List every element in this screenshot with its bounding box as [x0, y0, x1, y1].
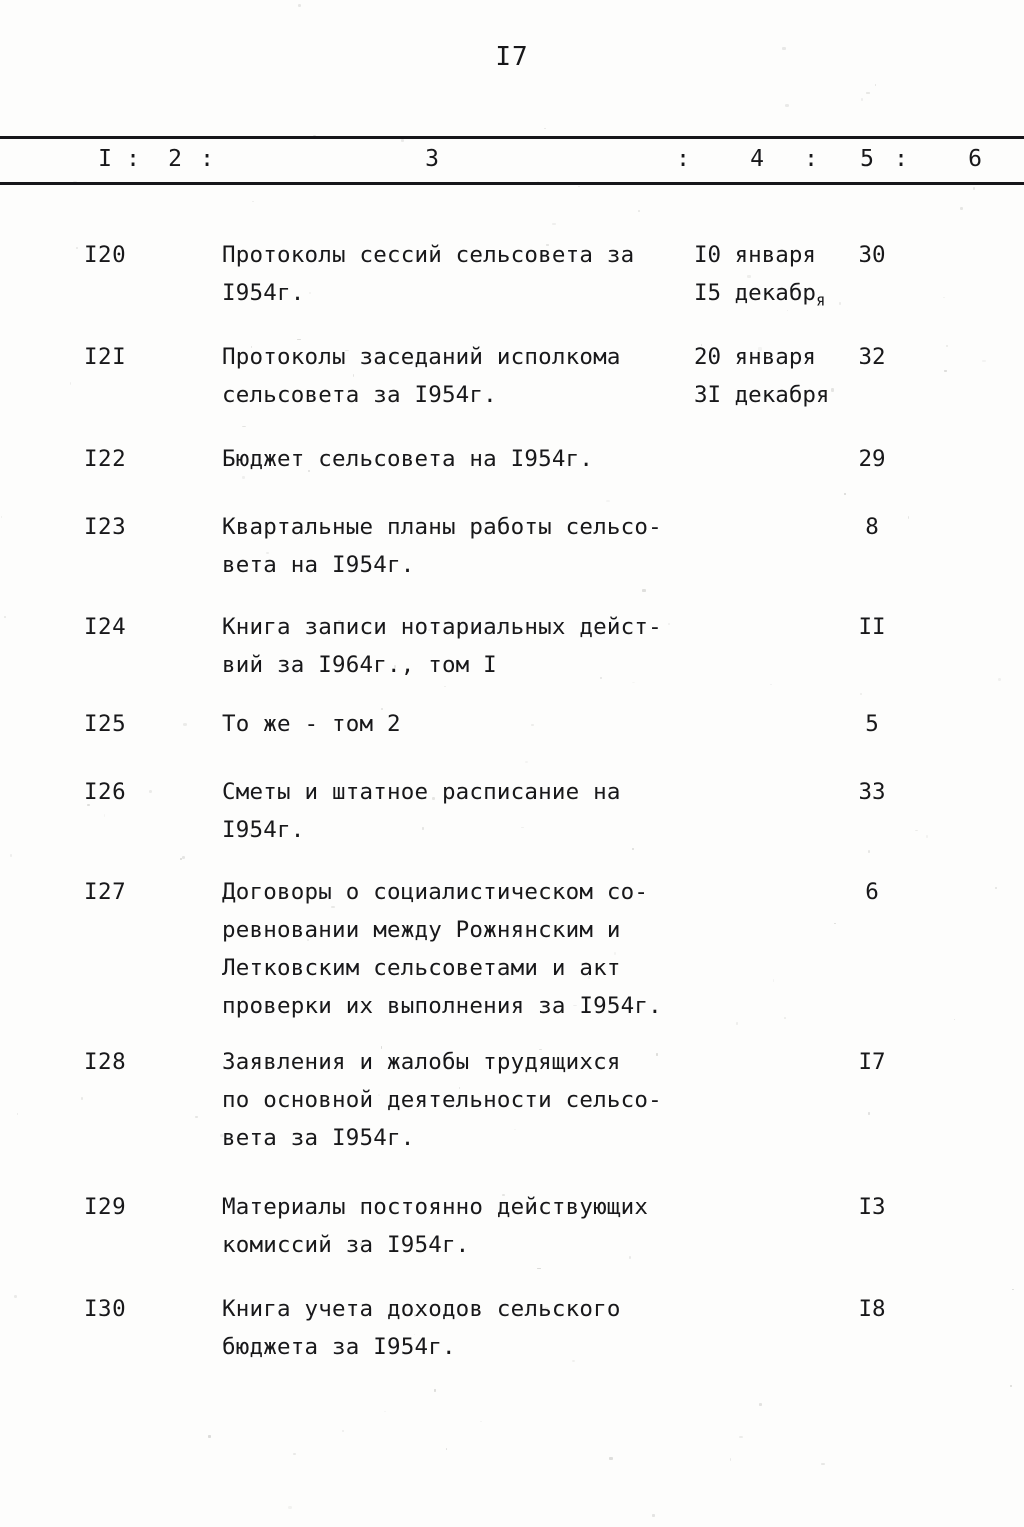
- row-index: I27: [84, 879, 127, 905]
- row-description: [222, 1043, 692, 1157]
- row-description-line: бюджета за I954г.: [222, 1334, 456, 1360]
- row-description-line: сельсовета за I954г.: [222, 382, 497, 408]
- row-description-line: комиссий за I954г.: [222, 1232, 470, 1258]
- row-description-line: Книга записи нотариальных дейст-: [222, 614, 662, 640]
- row-sheet-count: 8: [865, 514, 879, 540]
- row-description: [222, 705, 692, 743]
- row-date-line: 3I декабря: [694, 382, 830, 408]
- row-description-line: Книга учета доходов сельского: [222, 1296, 621, 1322]
- row-description-line: Договоры о социалистическом со-: [222, 879, 649, 905]
- row-dates: [694, 338, 854, 414]
- row-description-line: Сметы и штатное расписание на: [222, 779, 621, 805]
- row-index: I24: [84, 614, 127, 640]
- row-sheet-count: 5: [865, 711, 879, 737]
- row-index: I20: [84, 242, 127, 268]
- row-sheet-count: I3: [858, 1194, 886, 1220]
- row-index: I23: [84, 514, 127, 540]
- row-index: I28: [84, 1049, 127, 1075]
- column-number-6: 6: [968, 146, 982, 172]
- row-sheet-count: I7: [858, 1049, 886, 1075]
- row-index: I22: [84, 446, 127, 472]
- row-sheet-count: 33: [858, 779, 886, 805]
- row-index: I26: [84, 779, 127, 805]
- row-description: [222, 773, 692, 849]
- column-separator-1: :: [126, 146, 140, 172]
- row-description: [222, 338, 692, 414]
- row-description: [222, 608, 692, 684]
- column-number-1: I: [98, 146, 112, 172]
- row-sheet-count: 29: [858, 446, 886, 472]
- row-description-line: Квартальные планы работы сельсо-: [222, 514, 662, 540]
- row-description: [222, 1188, 692, 1264]
- column-number-3: 3: [425, 146, 439, 172]
- header-rule-bottom: [0, 182, 1024, 185]
- row-index: I25: [84, 711, 127, 737]
- row-description-line: То же - том 2: [222, 711, 401, 737]
- row-description-line: Бюджет сельсовета на I954г.: [222, 446, 594, 472]
- column-separator-5: :: [894, 146, 908, 172]
- row-description-line: Материалы постоянно действующих: [222, 1194, 649, 1220]
- row-description: [222, 508, 692, 584]
- row-description-line: проверки их выполнения за I954г.: [222, 993, 662, 1019]
- row-description-line: Летковским сельсоветами и акт: [222, 955, 621, 981]
- row-description: [222, 236, 692, 312]
- row-sheet-count: 30: [858, 242, 886, 268]
- column-number-header: [0, 146, 1024, 180]
- row-description-line: ревновании между Рожнянским и: [222, 917, 621, 943]
- column-number-4: 4: [750, 146, 764, 172]
- row-sheet-count: 6: [865, 879, 879, 905]
- row-sheet-count: 32: [858, 344, 886, 370]
- row-date-line: I5 декабр$_я$: [694, 280, 826, 310]
- row-description-line: Протоколы сессий сельсовета за: [222, 242, 635, 268]
- row-dates: [694, 236, 854, 320]
- column-number-5: 5: [860, 146, 874, 172]
- row-description: [222, 1290, 692, 1366]
- row-index: I29: [84, 1194, 127, 1220]
- page-number: I7: [495, 42, 529, 72]
- row-description-line: I954г.: [222, 280, 305, 306]
- row-description-line: по основной деятельности сельсо-: [222, 1087, 662, 1113]
- row-sheet-count: I8: [858, 1296, 886, 1322]
- row-sheet-count: II: [858, 614, 886, 640]
- row-description-line: вий за I964г., том I: [222, 652, 497, 678]
- row-description-line: вета на I954г.: [222, 552, 415, 578]
- row-description: [222, 440, 692, 478]
- row-date-subscript: я: [815, 290, 826, 310]
- row-index: I2I: [84, 344, 127, 370]
- column-separator-4: :: [804, 146, 818, 172]
- row-description: [222, 873, 692, 1025]
- row-description-line: I954г.: [222, 817, 305, 843]
- row-description-line: Заявления и жалобы трудящихся: [222, 1049, 621, 1075]
- header-rule-top: [0, 136, 1024, 139]
- row-description-line: Протоколы заседаний исполкома: [222, 344, 621, 370]
- column-separator-3: :: [676, 146, 690, 172]
- column-separator-2: :: [200, 146, 214, 172]
- row-date-line: 20 января: [694, 344, 816, 370]
- row-date-line: I0 января: [694, 242, 816, 268]
- column-number-2: 2: [168, 146, 182, 172]
- row-index: I30: [84, 1296, 127, 1322]
- row-description-line: вета за I954г.: [222, 1125, 415, 1151]
